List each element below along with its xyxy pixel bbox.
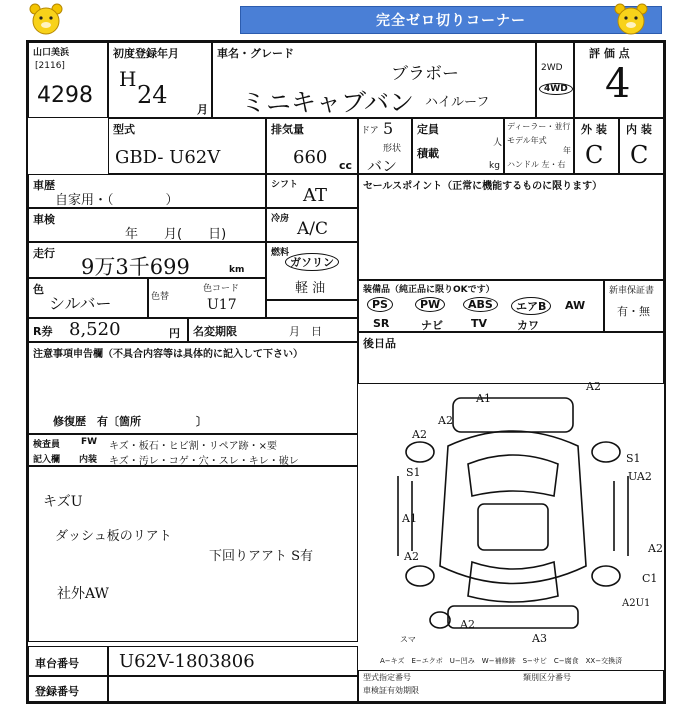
bear-mascot-icon: [27, 2, 65, 36]
registration-year: 24: [137, 81, 168, 109]
mark-front-a1: A1: [476, 392, 491, 405]
doors-shape-box: 5 ドア 形状 バン: [358, 118, 412, 174]
damage-legend: A−キズ E−エクボ U−凹み W−補修跡 S−サビ C−腐食 XX−交換済: [380, 657, 623, 665]
exterior-grade: C: [585, 141, 604, 169]
spec-table: 型式指定番号 類別区分番号 車検証有効期限: [358, 670, 664, 702]
lot-box: [28, 42, 108, 118]
color-code-box: 色替 色コード U17: [148, 278, 266, 318]
auction-code: 山口美浜: [33, 48, 70, 58]
shift-box: シフト AT: [266, 174, 358, 208]
mark-rear-a2: A2: [460, 618, 475, 631]
spacer: [266, 300, 358, 318]
chassis-value-box: [108, 646, 358, 676]
capacity-box: 定員 人 積載 kg: [412, 118, 504, 174]
mark-rr-a2: A2: [648, 542, 663, 555]
body-shape: バン: [367, 157, 398, 175]
color-box: 色 シルバー: [28, 278, 148, 318]
lot-number: 4298: [37, 83, 93, 108]
engine-cc: 660: [293, 147, 328, 168]
auction-sheet: [26, 40, 666, 704]
inspector-box: 検査員 記入欄 FW 内装 キズ・板石・ヒビ割・リペア跡・×要 キズ・汚レ・コゲ・穴・スレ・キレ・破レ: [28, 434, 358, 466]
equip-pw: PW: [415, 297, 445, 312]
reg-label-box: 登録番号: [28, 676, 108, 702]
mark-rear-a2u1: A2U1: [622, 598, 651, 609]
aircon-box: 冷房 A/C: [266, 208, 358, 242]
mark-fl-a2: A2: [412, 428, 427, 441]
reg-value-box: [108, 676, 358, 702]
remark-3: 社外AW: [57, 586, 109, 602]
notes-box: 注意事項申告欄（不具合内容等は具体的に記入して下さい） 修復歴 有〔箇所 〕: [28, 342, 358, 434]
new-warranty-box: 新車保証書 有・無: [604, 280, 664, 332]
equip-sr: SR: [373, 317, 390, 330]
dealer-box: ディーラー・並行 モデル年式 年 ハンドル 左・右: [504, 118, 574, 174]
rear-items-box: 後日品: [358, 332, 664, 384]
mark-rr-c1: C1: [642, 572, 658, 585]
mark-r-ua2: UA2: [628, 470, 652, 483]
interior-score-box: 内 装 C: [619, 118, 664, 174]
equip-aw: AW: [565, 299, 586, 312]
sales-point-box: セールスポイント（正常に機能するものに限ります）: [358, 174, 664, 280]
banner-title: 完全ゼロ切りコーナー: [240, 6, 662, 34]
name-change-box: 名変期限 月 日: [188, 318, 358, 342]
mark-fr-s1: S1: [626, 452, 641, 465]
drive-4wd: 4WD: [539, 83, 573, 95]
inspection-box: 車検 年 月( 日): [28, 208, 266, 242]
engine-box: 排気量 660 cc: [266, 118, 358, 174]
drive-box: 2WD 4WD: [536, 42, 574, 118]
equipment-box: 装備品（純正品に限りOKです） PS PW ABS エアB AW SR ナビ TV カワ: [358, 280, 604, 332]
remark-1: キズU: [43, 494, 83, 510]
lot-code: [2116]: [35, 61, 65, 71]
remark-4: 下回りアアト S有: [209, 549, 314, 564]
equip-ps: PS: [367, 297, 393, 312]
vehicle-name: ミニキャブバン: [241, 88, 415, 117]
model-box: 型式 GBD- U62V: [108, 118, 266, 174]
chassis-label-box: 車台番号: [28, 646, 108, 676]
equip-tv: TV: [471, 317, 488, 330]
vehicle-name-box: 車名・グレード ブラボー ミニキャブバン ハイルーフ: [212, 42, 536, 118]
fuel-box: 燃料 ガソリン 軽 油: [266, 242, 358, 300]
remarks-box: [28, 466, 358, 642]
mark-rl-a2: A2: [404, 550, 419, 563]
mark-front-a2: A2: [586, 380, 601, 393]
aircon-value: A/C: [297, 219, 329, 239]
grade-2: ハイルーフ: [425, 95, 490, 110]
score-box: 評 価 点 4: [574, 42, 664, 118]
score-value: 4: [605, 61, 631, 107]
registration-box: 初度登録年月 H 24 月: [108, 42, 212, 118]
bear-mascot-icon: [612, 2, 650, 36]
grade-1: ブラボー: [391, 64, 459, 84]
mark-rear-a3: A3: [532, 632, 547, 645]
shift-value: AT: [303, 185, 328, 206]
history-box: 車歴 自家用・（ ）: [28, 174, 266, 208]
mileage-box: 走行 9万3千699 km: [28, 242, 266, 278]
color-value: シルバー: [49, 294, 112, 313]
mark-fl2-a2: A2: [438, 414, 453, 427]
mark-l-s1: S1: [406, 466, 421, 479]
remark-2: ダッシュ板のリアト: [55, 529, 172, 544]
recycle-value: 8,520: [69, 319, 121, 340]
mark-l-a1: A1: [402, 512, 417, 525]
model-code: GBD- U62V: [115, 147, 221, 168]
equip-leather: カワ: [517, 319, 539, 332]
chassis-number: U62V-1803806: [119, 651, 255, 672]
interior-grade: C: [630, 141, 649, 169]
equip-navi: ナビ: [421, 319, 443, 332]
equip-airbag: エアB: [511, 297, 551, 315]
mileage-value: 9万3千699: [81, 255, 190, 279]
fuel-gasoline: ガソリン: [285, 253, 339, 271]
equip-abs: ABS: [463, 297, 498, 312]
door-count: 5: [383, 119, 394, 138]
exterior-score-box: 外 装 C: [574, 118, 619, 174]
color-code: U17: [207, 297, 237, 313]
recycle-box: R券 8,520 円: [28, 318, 188, 342]
mark-spare: スマ: [400, 635, 416, 644]
